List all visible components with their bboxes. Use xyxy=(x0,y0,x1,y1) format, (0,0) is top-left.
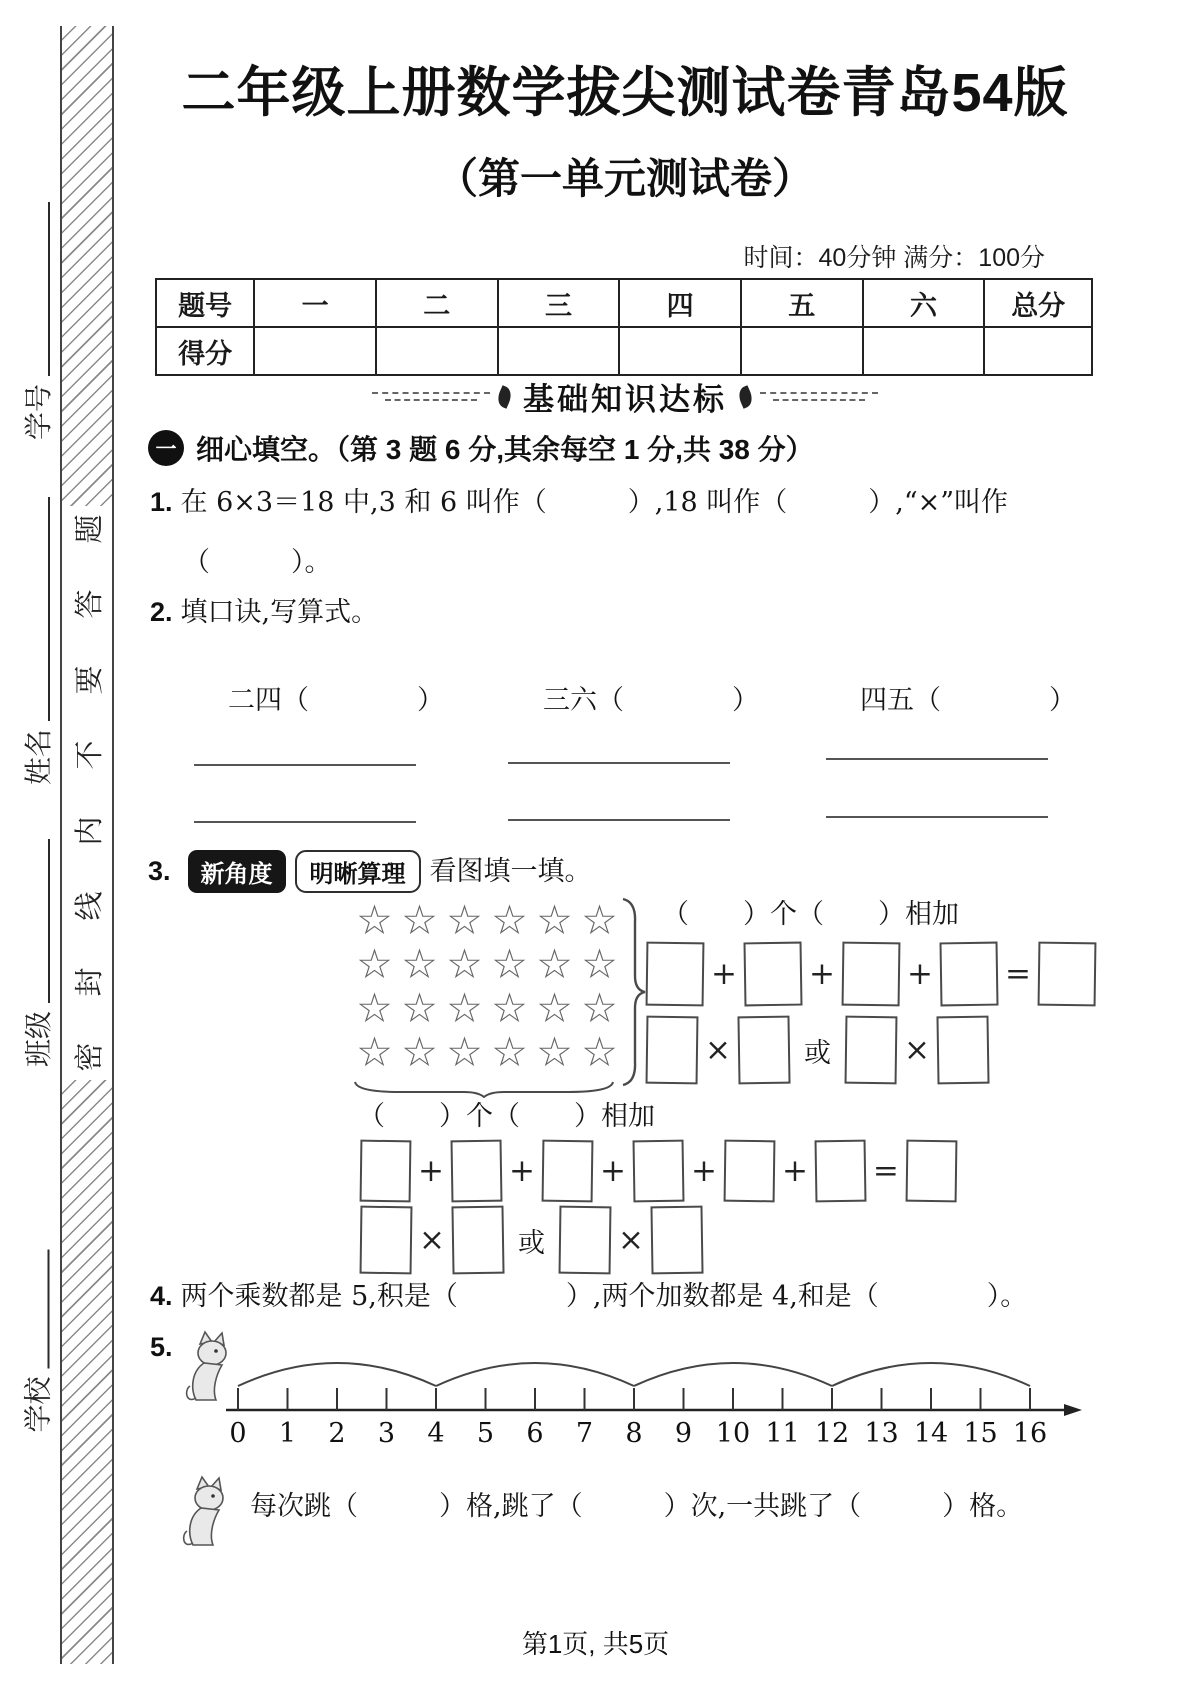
answer-box[interactable] xyxy=(842,942,901,1007)
field-student-id xyxy=(19,200,57,440)
page-subtitle: （第一单元测试卷） xyxy=(435,155,814,202)
tick-label: 7 xyxy=(575,1418,594,1449)
seal-char: 内 xyxy=(73,816,106,846)
answer-box[interactable] xyxy=(360,1140,412,1203)
tick-label: 14 xyxy=(913,1418,949,1449)
write-line[interactable] xyxy=(48,839,50,1003)
answer-box[interactable] xyxy=(451,1206,504,1275)
arrow-icon xyxy=(1064,1404,1082,1416)
part-number-badge: 一 xyxy=(148,430,184,466)
tick-label: 9 xyxy=(674,1418,693,1449)
write-line[interactable] xyxy=(48,497,50,721)
star-icon: ☆ xyxy=(536,1029,573,1075)
answer-line[interactable] xyxy=(194,764,416,766)
mnemonic-item: 四五（ ） xyxy=(860,685,1076,716)
write-line[interactable] xyxy=(48,202,50,376)
star-icon: ☆ xyxy=(536,897,573,943)
mnemonic-item: 二四（ ） xyxy=(228,685,444,716)
multiplication-row xyxy=(646,1016,989,1084)
tick-label: 4 xyxy=(427,1418,445,1449)
question-1-text: 在 6×3＝18 中,3 和 6 叫作（ ）,18 叫作（ ）,“×”叫作 xyxy=(180,487,1009,518)
part1-title: 细心填空。（第 3 题 6 分,其余每空 1 分,共 38 分） xyxy=(196,434,814,465)
star-icon: ☆ xyxy=(581,1029,618,1075)
score-header-cell: 一 xyxy=(254,279,376,327)
star-icon: ☆ xyxy=(581,941,618,987)
star-icon: ☆ xyxy=(446,985,483,1031)
answer-box[interactable] xyxy=(632,1140,684,1203)
addition-equation-row xyxy=(360,1140,957,1202)
score-row-label: 得分 xyxy=(156,327,254,375)
page-title: 二年级上册数学拔尖测试卷青岛54版 xyxy=(181,63,1069,123)
score-cell[interactable] xyxy=(619,327,741,375)
star-icon: ☆ xyxy=(536,985,573,1031)
seal-char: 密 xyxy=(73,1042,106,1072)
star-icon: ☆ xyxy=(581,985,618,1031)
score-cell[interactable] xyxy=(863,327,985,375)
field-class xyxy=(19,837,57,1067)
tick-label: 12 xyxy=(814,1418,850,1449)
seal-char: 封 xyxy=(73,967,106,997)
question-number: 3. xyxy=(148,856,171,886)
question-number: 1. xyxy=(150,487,173,517)
tick-label: 16 xyxy=(1012,1418,1048,1449)
answer-box[interactable] xyxy=(936,1016,989,1085)
operator: × xyxy=(419,1222,445,1258)
section-banner xyxy=(150,374,1100,419)
question-3-text: 看图填一填。 xyxy=(429,855,592,887)
write-line[interactable] xyxy=(48,1250,50,1369)
question-1 xyxy=(150,486,1008,520)
brace-right-icon xyxy=(620,896,648,1088)
star-icon: ☆ xyxy=(401,941,438,987)
question-number: 4. xyxy=(150,1281,173,1311)
score-cell[interactable] xyxy=(984,327,1092,375)
star-icon: ☆ xyxy=(401,897,438,943)
jump-arc-icon xyxy=(238,1363,436,1386)
answer-box[interactable] xyxy=(939,942,998,1007)
operator: + xyxy=(711,956,737,992)
addition-equation-row xyxy=(646,942,1096,1006)
star-icon: ☆ xyxy=(491,941,528,987)
score-header-cell: 二 xyxy=(376,279,498,327)
tick-label: 0 xyxy=(229,1418,247,1449)
operator: + xyxy=(508,1153,535,1189)
answer-line[interactable] xyxy=(508,762,730,764)
answer-box[interactable] xyxy=(737,1016,790,1085)
leaf-icon xyxy=(494,385,514,409)
seal-char: 题 xyxy=(73,514,106,544)
score-header-cell: 四 xyxy=(619,279,741,327)
question-4 xyxy=(150,1280,1027,1314)
score-cell[interactable] xyxy=(254,327,376,375)
answer-box[interactable] xyxy=(646,942,705,1007)
star-icon: ☆ xyxy=(446,1029,483,1075)
score-cell[interactable] xyxy=(741,327,863,375)
operator: + xyxy=(418,1153,444,1189)
hatch-pattern xyxy=(62,1080,112,1664)
answer-box[interactable] xyxy=(650,1206,703,1275)
operator: + xyxy=(781,1153,808,1189)
question-number: 5. xyxy=(150,1332,173,1362)
multiplication-row xyxy=(360,1206,703,1274)
seal-char: 答 xyxy=(73,589,106,619)
star-icon: ☆ xyxy=(581,897,618,943)
answer-box[interactable] xyxy=(845,1016,898,1085)
jump-arc-icon xyxy=(832,1363,1030,1386)
question-3 xyxy=(148,850,592,893)
tick-label: 2 xyxy=(328,1418,346,1449)
tick-label: 10 xyxy=(715,1418,751,1449)
question-2 xyxy=(150,596,378,630)
question-4-text: 两个乘数都是 5,积是（ ）,两个加数都是 4,和是（ ）。 xyxy=(180,1281,1028,1312)
question-2-text: 填口诀,写算式。 xyxy=(180,597,379,628)
tick-label: 8 xyxy=(625,1418,643,1449)
answer-box[interactable] xyxy=(559,1206,612,1275)
star-icon: ☆ xyxy=(356,941,393,987)
seal-line-strip xyxy=(60,26,114,1664)
star-icon: ☆ xyxy=(356,1029,393,1075)
operator: = xyxy=(1004,956,1031,992)
answer-line[interactable] xyxy=(194,821,416,823)
score-table-header-row xyxy=(156,279,1092,327)
star-icon: ☆ xyxy=(446,941,483,987)
part1-header xyxy=(148,428,814,468)
star-icon: ☆ xyxy=(356,897,393,943)
page-footer: 第1页, 共5页 xyxy=(521,1629,670,1659)
score-header-cell: 六 xyxy=(863,279,985,327)
operator: × xyxy=(903,1032,930,1068)
badge-clear-reasoning: 明晰算理 xyxy=(295,850,421,893)
tick-label: 1 xyxy=(278,1418,297,1449)
star-icon: ☆ xyxy=(491,897,528,943)
score-header-cell: 五 xyxy=(741,279,863,327)
star-grid xyxy=(352,898,622,1074)
underbrace-icon xyxy=(352,1080,616,1098)
question-5-text: 每次跳（ ）格,跳了（ ）次,一共跳了（ ）格。 xyxy=(250,1491,1024,1522)
hatch-pattern xyxy=(62,26,112,506)
answer-box[interactable] xyxy=(1037,942,1096,1007)
cat-icon xyxy=(180,1475,238,1555)
star-icon: ☆ xyxy=(491,985,528,1031)
banner-dash-left xyxy=(372,392,490,401)
tick-label: 11 xyxy=(765,1418,800,1449)
star-icon: ☆ xyxy=(401,985,438,1031)
answer-box[interactable] xyxy=(724,1140,776,1203)
answer-line[interactable] xyxy=(826,816,1048,818)
score-header-cell: 总分 xyxy=(984,279,1092,327)
operator: = xyxy=(872,1153,899,1189)
score-header-cell: 三 xyxy=(498,279,620,327)
banner-dash-right xyxy=(760,392,878,401)
question-1-text-line2: （ ）。 xyxy=(183,547,332,578)
operator: × xyxy=(617,1222,644,1258)
number-line xyxy=(226,1352,1088,1452)
question-number: 2. xyxy=(150,597,173,627)
star-icon: ☆ xyxy=(491,1029,528,1075)
tick-label: 6 xyxy=(526,1418,544,1449)
score-cell[interactable] xyxy=(376,327,498,375)
tick-label: 5 xyxy=(476,1418,495,1449)
seal-text-column xyxy=(62,506,112,1080)
answer-line[interactable] xyxy=(508,819,730,821)
jump-arc-icon xyxy=(634,1363,832,1386)
mnemonic-item: 三六（ ） xyxy=(543,685,759,716)
badge-new-angle: 新角度 xyxy=(188,850,286,893)
answer-box[interactable] xyxy=(360,1206,413,1275)
star-icon: ☆ xyxy=(401,1029,438,1075)
group-label-bottom: （ ）个（ ）相加 xyxy=(358,1101,655,1132)
field-label: 学号 xyxy=(22,383,55,440)
operator: + xyxy=(599,1153,626,1189)
answer-box[interactable] xyxy=(451,1140,503,1203)
answer-box[interactable] xyxy=(814,1140,866,1203)
score-header-cell: 题号 xyxy=(156,279,254,327)
answer-line[interactable] xyxy=(826,758,1048,760)
jump-arc-icon xyxy=(436,1363,634,1386)
star-icon: ☆ xyxy=(446,897,483,943)
tick-label: 3 xyxy=(377,1418,396,1449)
operator: + xyxy=(808,956,835,992)
field-name xyxy=(19,495,57,785)
answer-box[interactable] xyxy=(542,1140,594,1203)
score-table-score-row xyxy=(156,327,1092,375)
seal-char: 线 xyxy=(73,891,106,921)
leaf-icon xyxy=(735,385,755,409)
seal-char: 不 xyxy=(73,740,106,770)
answer-box[interactable] xyxy=(743,942,802,1007)
tick-label: 15 xyxy=(963,1418,998,1449)
tick-label: 13 xyxy=(864,1418,899,1449)
field-label: 学校 xyxy=(21,1376,55,1433)
section-banner-title: 基础知识达标 xyxy=(523,382,727,417)
time-score-meta: 时间：40分钟 满分：100分 xyxy=(743,244,1045,272)
field-label: 姓名 xyxy=(22,728,55,785)
field-label: 班级 xyxy=(22,1010,55,1067)
answer-box[interactable] xyxy=(905,1140,957,1203)
or-label: 或 xyxy=(803,1037,831,1069)
seal-char: 要 xyxy=(73,665,106,695)
score-cell[interactable] xyxy=(498,327,620,375)
star-icon: ☆ xyxy=(356,985,393,1031)
answer-box[interactable] xyxy=(646,1016,699,1085)
operator: × xyxy=(705,1032,731,1068)
field-school xyxy=(19,1248,57,1433)
group-label-top: （ ）个（ ）相加 xyxy=(662,899,959,930)
star-icon: ☆ xyxy=(536,941,573,987)
score-table xyxy=(155,278,1093,376)
operator: + xyxy=(690,1153,717,1189)
or-label: 或 xyxy=(517,1227,545,1259)
operator: + xyxy=(906,956,933,992)
